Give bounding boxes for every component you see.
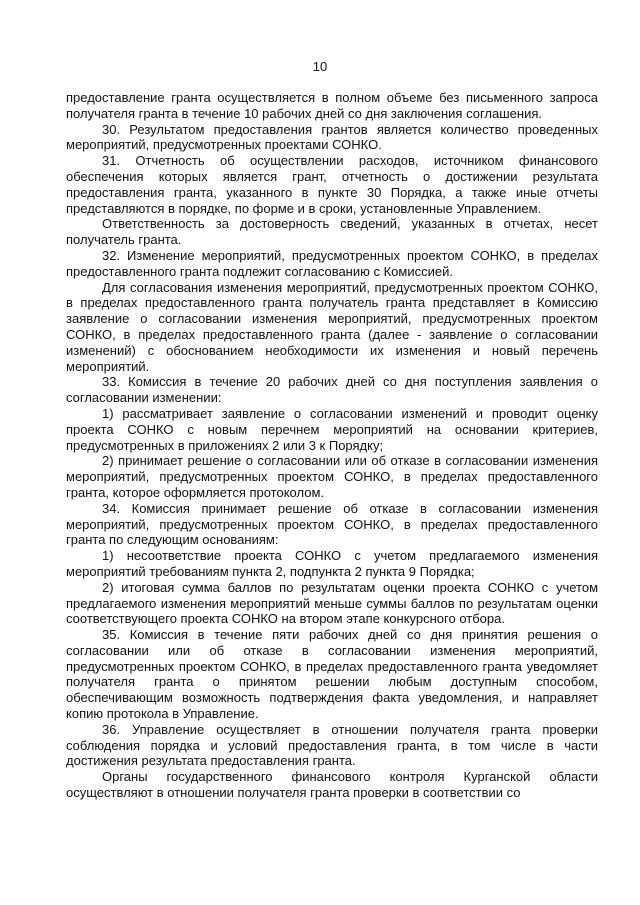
paragraph: 1) несоответствие проекта СОНКО с учетом предлагаемого изменения мероприятий требованиям пункта 2, подпункта 2 пункта 9 Порядка; xyxy=(66,548,598,579)
document-body xyxy=(66,90,598,801)
paragraph: 32. Изменение мероприятий, предусмотренных проектом СОНКО, в пределах предоставленного гранта подлежит согласованию с Комиссией. xyxy=(66,247,598,279)
paragraph: 31. Отчетность об осуществлении расходов, источником финансового обеспечения которых является грант, отчетность о достижении результата предоставления гранта, указанного в пункте 30 Порядка, а также иные отчеты представляются в порядке, по форме и в сроки, установленные Управлением. xyxy=(66,153,598,216)
paragraph: Для согласования изменения мероприятий, предусмотренных проектом СОНКО, в пределах предоставленного гранта получатель гранта представляет в Комиссию заявление о согласовании изменения мероприятий, предусмотренных проектом СОНКО, в пределах предоставленного гранта (далее - заявление о согласовании изменений) с обоснованием необходимости их изменения и новый перечень мероприятий. xyxy=(66,279,598,374)
paragraph: 2) итоговая сумма баллов по результатам оценки проекта СОНКО с учетом предлагаемого изменения мероприятий меньше суммы баллов по результатам оценки соответствующего проекта СОНКО на втором этапе конкурсного отбора. xyxy=(66,579,598,627)
paragraph: 34. Комиссия принимает решение об отказе в согласовании изменения мероприятий, предусмотренных проектом СОНКО, в пределах предоставленного гранта по следующим основаниям: xyxy=(66,500,598,548)
paragraph: 2) принимает решение о согласовании или об отказе в согласовании изменения мероприятий, предусмотренных проектом СОНКО, в пределах предоставленного гранта, которое оформляется протоколом. xyxy=(66,453,598,500)
paragraph: предоставление гранта осуществляется в полном объеме без письменного запроса получателя гранта в течение 10 рабочих дней со дня заключения соглашения. xyxy=(66,90,598,121)
paragraph: 1) рассматривает заявление о согласовании изменений и проводит оценку проекта СОНКО с новым перечнем мероприятий на основании критериев, предусмотренных в приложениях 2 или 3 к Порядку; xyxy=(66,405,598,453)
paragraph: Органы государственного финансового контроля Курганской области осуществляют в отношении получателя гранта проверки в соответствии со xyxy=(66,769,598,801)
paragraph: Ответственность за достоверность сведений, указанных в отчетах, несет получатель гранта. xyxy=(66,216,598,248)
paragraph: 36. Управление осуществляет в отношении получателя гранта проверки соблюдения порядка и условий предоставления гранта, в том числе в части достижения результата предоставления гранта. xyxy=(66,721,598,769)
paragraph: 30. Результатом предоставления грантов является количество проведенных мероприятий, предусмотренных проектами СОНКО. xyxy=(66,121,598,153)
paragraph: 33. Комиссия в течение 20 рабочих дней со дня поступления заявления о согласовании изменении: xyxy=(66,374,598,406)
paragraph: 35. Комиссия в течение пяти рабочих дней со дня принятия решения о согласовании или об отказе в согласовании изменения мероприятий, предусмотренных проектом СОНКО, в пределах предоставленного гранта уведомляет получателя гранта о принятом решении любым доступным способом, обеспечивающим возможность подтверждения факта уведомления, и направляет копию протокола в Управление. xyxy=(66,627,598,722)
page-number: 10 xyxy=(312,59,328,74)
